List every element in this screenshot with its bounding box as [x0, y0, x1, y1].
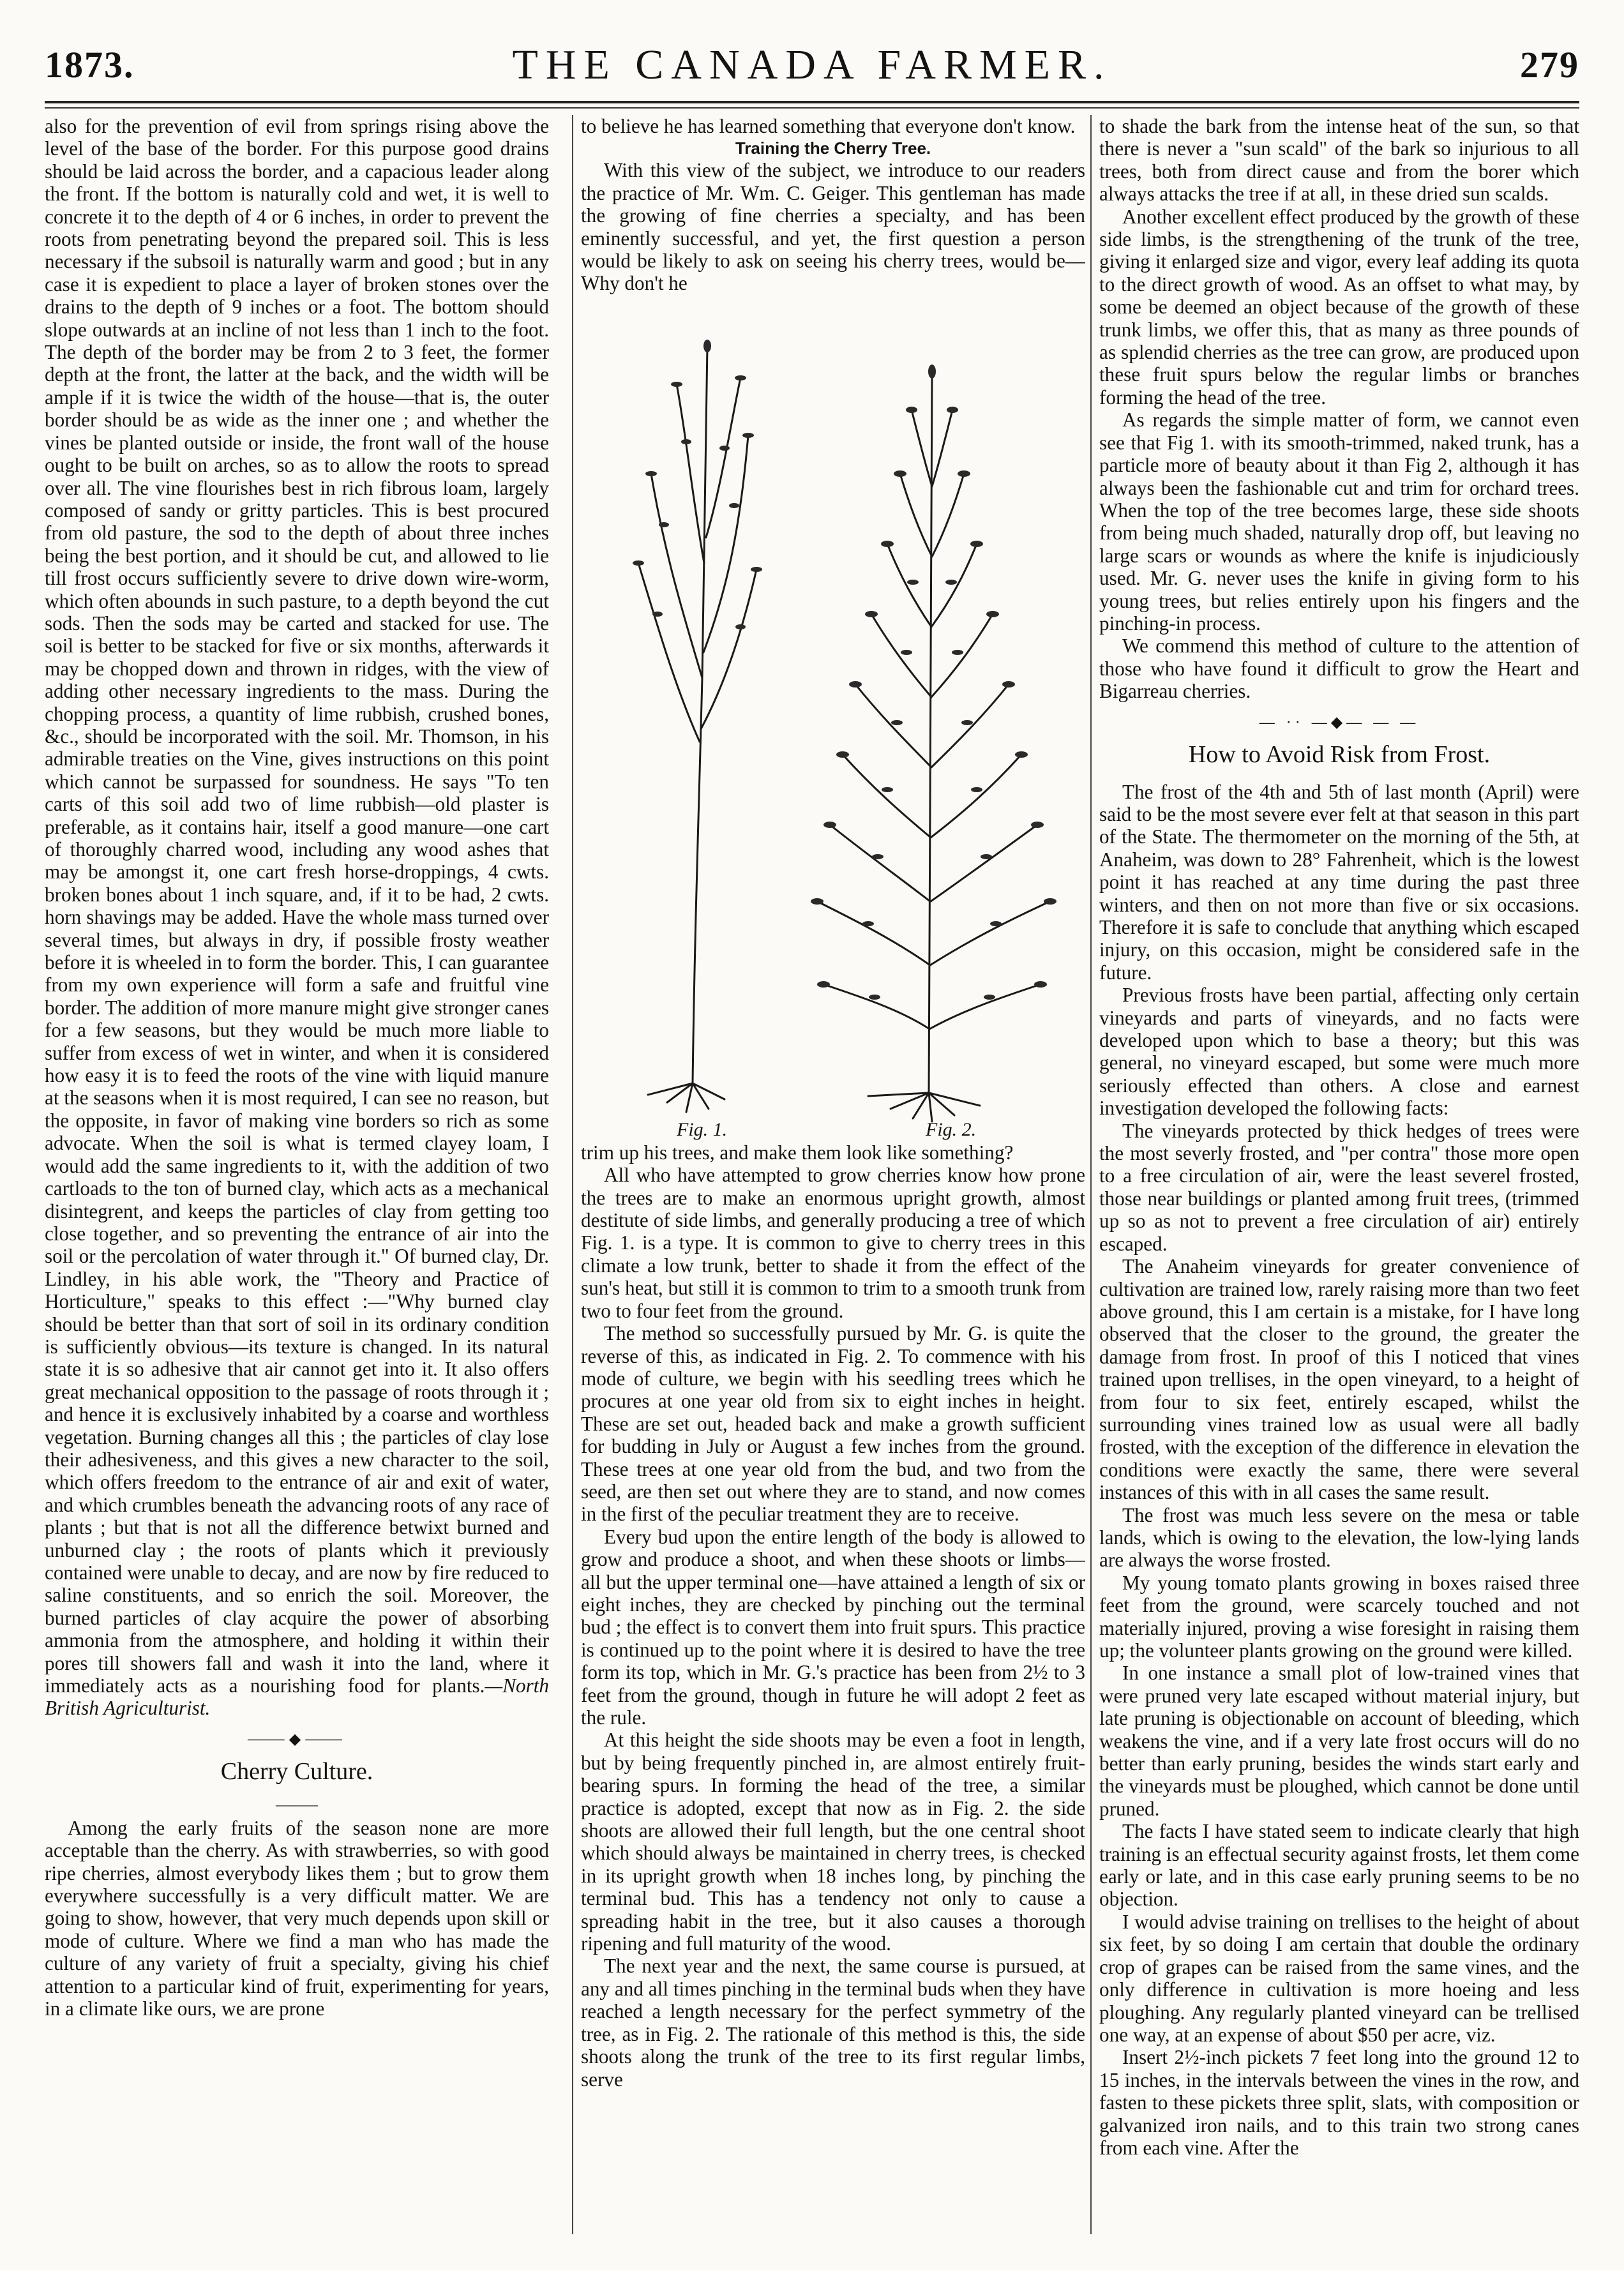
article-paragraph: My young tomato plants growing in boxes raised three feet from the ground, were scarcely touched and not materially injured, proving a wise foresight in raising them up; the volunteer plants growing on the ground were killed.	[1099, 1571, 1579, 1662]
article-paragraph: We commend this method of culture to the attention of those who have found it difficult to grow the Heart and Bigarreau cherries.	[1099, 635, 1579, 703]
article-paragraph: to shade the bark from the intense heat of the sun, so that there is never a "sun scald" of the bark so injurious to all trees, both from direct cause and from the borer which always attacks the tree if at all, in these dried sun scalds.	[1099, 115, 1579, 206]
article-paragraph: Another excellent effect produced by the growth of these side limbs, is the strengthening of the trunk of the tree, giving it enlarged size and vigor, every leaf adding its quota to the direct growth of wood. As an offset to what may, by some be deemed an object because of the growth of these trunk limbs, we offer this, that as many as three pounds of as splendid cherries as the tree can grow, are produced upon these fruit spurs below the regular limbs or branches forming the head of the tree.	[1099, 205, 1579, 409]
article-paragraph: Previous frosts have been partial, affecting only certain vineyards and parts of vineyards, and no facts were developed upon which to base a theory; but this was general, no vineyard escaped, but some were much more seriously effected than others. A close and earnest investigation developed the following facts:	[1099, 984, 1579, 1120]
section-divider: ⸻◆⸻	[246, 1731, 347, 1748]
heading-avoid-frost: How to Avoid Risk from Frost.	[1188, 740, 1491, 768]
article-paragraph: The vineyards protected by thick hedges of trees were the most severly frosted, and "per contra" those more open to a free circulation of air, were the least severel frosted, those near buildings or planted among fruit trees, (trimmed up so as not to prevent a free circulation of air) entirely escaped.	[1099, 1119, 1579, 1255]
masthead	[45, 37, 1579, 103]
article-paragraph: The next year and the next, the same course is pursued, at any and all times pinching in the terminal buds when they have reached a length necessary for the perfect symmetry of the tree, as in Fig. 2. The rationale of this method is this, the side shoots along the trunk of the tree to its first regular limbs, serve	[581, 1955, 1085, 2091]
article-paragraph: The Anaheim vineyards for greater convenience of cultivation are trained low, rarely raising more than two feet above ground, this I am certain is a mistake, for I have long observed that the closer to the ground, the greater the damage from frost. In proof of this I noticed that vines trained upon trellises, in the open vineyard, to a height of from four to six feet, entirely escaped, whilst the surrounding vines trained low as usual were all badly frosted, with the exception of the difference in elevation the conditions were exactly the same, there were several instances of this with in all cases the same result.	[1099, 1255, 1579, 1504]
heading-training-cherry-tree: Training the Cherry Tree.	[735, 139, 931, 158]
article-paragraph: Every bud upon the entire length of the body is allowed to grow and produce a shoot, and when these shoots or limbs—all but the upper terminal one—have attained a length of six or eight inches, they are checked by pinching out the terminal bud ; the effect is to convert them into fruit spurs. This practice is continued up to the point where it is desired to have the tree form its top, which in Mr. G.'s practice has been from 2½ to 3 feet from the ground, though in future he will adopt 2 feet as the rule.	[581, 1525, 1085, 1729]
article-paragraph: also for the prevention of evil from springs rising above the level of the base of the border. For this purpose good drains should be laid across the border, and a capacious leader along the front. If the bottom is naturally cold and wet, it is well to concrete it to the depth of 4 or 6 inches, in order to prevent the roots from penetrating beyond the prepared soil. This is less necessary if the subsoil is naturally warm and good ; but in any case it is expedient to place a layer of broken stones over the drains to the depth of 9 inches or a foot. The bottom should slope outwards at an incline of not less than 1 inch to the foot. The depth of the border may be from 2 to 3 feet, the former depth at the front, the latter at the back, and the width will be ample if it is twice the width of the house—that is, the outer border should be as wide as the inner one ; and whether the vines be planted outside or inside, the front wall of the house ought to be built on arches, so as to allow the roots to spread over all. The vine flourishes best in rich fibrous loam, largely composed of sandy or gritty particles. This is best procured from old pasture, the sod to the depth of about three inches being the best portion, and it should be cut, and allowed to lie till frost occurs sufficiently severe to drive down wire-worm, which often abounds in such pasture, to a depth beyond the cut sods. Then the sods may be carted and stacked for use. The soil is better to be stacked for five or six months, afterwards it may be chopped down and thrown in ridges, with the view of adding other necessary ingredients to the mass. During the chopping process, a quantity of lime rubbish, crushed bones, &c., should be incorporated with the soil. Mr. Thomson, in his admirable treaties on the Vine, gives instructions on this point which cannot be surpassed for soundness. He says "To ten carts of this soil add two of lime rubbish—old plaster is preferable, as it contains hair, itself a good manure—one cart of thoroughly charred wood, including any wood ashes that may be amongst it, one cart fresh horse-droppings, 4 cwts. broken bones about 1 inch square, and, if it to be had, 2 cwts. horn shavings may be added. Have the whole mass turned over several times, but always in dry, if possible frosty weather before it is wheeled in to form the border. This, I can guarantee from my own experience will form a safe and fruitful vine border. The addition of more manure might give stronger canes for a few seasons, but they would be much more liable to suffer from excess of wet in winter, and when it is considered how easy it is to feed the roots of the vine with liquid manure at the seasons when it is most required, I can see no reason, but the opposite, in favor of making vine borders so rich as some advocate. When the soil is what is termed clayey loam, I would add the same ingredients to it, with the addition of two cartloads to the ton of burned clay, which acts as a mechanical disintegrent, and keeps the particles of clay from getting too close together, and so preventing the entrance of air into the soil or the percolation of water through it." Of burned clay, Dr. Lindley, in his able work, the "Theory and Practice of Horticulture," speaks to this effect :—"Why burned clay should be better than that sort of soil in its ordinary condition is sufficiently obvious—its texture is changed. In its natural state it is so adhesive that air cannot get into it. It also offers great mechanical opposition to the passage of roots through it ; and hence it is exclusively inhabited by a coarse and worthless vegetation. Burning changes all this ; the particles of clay lose their adhesiveness, and this gives a new character to the soil, which offers freedom to the entrance of air and exit of water, and which crumbles beneath the advancing roots of any race of plants ; but that is not all the difference betwixt burned and unburned clay ; the roots of plants which it previously contained were unable to decay, and are now by fire reduced to saline constituents, and so enrich the soil. Moreover, the burned particles of clay acquire the power of absorbing ammonia from the atmosphere, and holding it within their pores till showers fall and wash it into the land, where it immediately acts as a nourishing food for plants.—North British Agriculturist.	[45, 115, 549, 1720]
article-paragraph: At this height the side shoots may be even a foot in length, but by being frequently pinched in, are almost entirely fruit-bearing spurs. In forming the head of the tree, a similar practice is adopted, except that now as in Fig. 2. the side shoots are allowed their full length, but the one central shoot which should always be maintained in cherry trees, is checked in its upright growth when 18 inches long, by pinching the terminal bud. This has a tendency not only to cause a spreading habit in the tree, but it also causes a thorough ripening and full maturity of the wood.	[581, 1729, 1085, 1955]
masthead-year: 1873.	[45, 44, 135, 86]
column-rule	[572, 115, 573, 2234]
article-paragraph: With this view of the subject, we introduce to our readers the practice of Mr. Wm. C. Geiger. This gentleman has made the growing of fine cherries a specialty, and has been eminently successful, and yet, the first question a person would be likely to ask on seeing his cherry trees, would be—Why don't he	[581, 159, 1085, 295]
column-2	[581, 115, 1085, 2234]
column-rule	[1090, 115, 1092, 2234]
article-paragraph: The method so successfully pursued by Mr. G. is quite the reverse of this, as indicated in Fig. 2. To commence with his mode of culture, we begin with his seedling trees which he procures at one year old from six to eight inches in height. These are set out, headed back and make a growth sufficient for budding in July or August a few inches from the ground. These trees at one year old from the bud, and two from the seed, are then set out where they are to stand, and now comes in the first of the peculiar treatment they are to receive.	[581, 1322, 1085, 1526]
article-paragraph: I would advise training on trellises to the height of about six feet, by so doing I am certain that double the ordinary crop of grapes can be raised from the same vines, and the only difference in cultivation is more hoeing and less ploughing. Any regularly planted vineyard can be trellised one way, at an expense of about $50 per acre, viz.	[1099, 1910, 1579, 2046]
article-paragraph: The facts I have stated seem to indicate clearly that high training is an effectual security against frosts, let them come early or late, and in this case early pruning seems to be no objection.	[1099, 1820, 1579, 1911]
cherry-tree-drawing	[581, 295, 1085, 1138]
article-paragraph: In one instance a small plot of low-trained vines that were pruned very late escaped without material injury, but late pruning is objectionable on account of bleeding, which weakens the vine, and if a very late frost occurs will do no better than early pruning, besides the winds start early and the vineyards must be ploughed, which cannot be done until pruned.	[1099, 1662, 1579, 1820]
article-paragraph: trim up his trees, and make them look like something?	[581, 1141, 1014, 1164]
article-paragraph: Insert 2½-inch pickets 7 feet long into the ground 12 to 15 inches, in the intervals between the vines in the row, and fasten to these pickets three split, slats, with composition or galvanized iron nails, and to this train two strong canes from each vine. After the	[1099, 2046, 1579, 2159]
article-paragraph: The frost of the 4th and 5th of last month (April) were said to be the most severe ever felt at that season in this part of the State. The thermometer on the morning of the 5th, at Anaheim, was down to 28° Fahrenheit, which is the lowest point it has reached at any time during the past three winters, and then on not more than five or six occasions. Therefore it is safe to conclude that anything which escaped injury, on this occasion, might be considered safe in the future.	[1099, 780, 1579, 984]
heading-cherry-culture: Cherry Culture.	[220, 1757, 373, 1785]
masthead-rule	[45, 107, 1579, 109]
short-rule: ———	[276, 1796, 318, 1812]
article-paragraph: The frost was much less severe on the mesa or table lands, which is owing to the elevation, the low-lying lands are always the worse frosted.	[1099, 1503, 1579, 1572]
masthead-title: THE CANADA FARMER.	[512, 41, 1112, 88]
article-signature: —North British Agriculturist.	[45, 1674, 549, 1720]
fig1-caption: Fig. 1.	[677, 1118, 728, 1140]
cherry-tree-illustration	[581, 295, 1085, 1138]
article-paragraph: to believe he has learned something that everyone don't know.	[581, 115, 1076, 137]
column-1	[45, 115, 549, 2234]
fig2-caption: Fig. 2.	[926, 1118, 977, 1140]
section-divider: — ·· —◆— — —	[1259, 714, 1420, 731]
page-number: 279	[1520, 44, 1579, 86]
article-paragraph: Among the early fruits of the season none are more acceptable than the cherry. As with strawberries, so with good ripe cherries, almost everybody likes them ; but to grow them everywhere successfully is a very difficult matter. We are going to show, however, that very much depends upon skill or mode of culture. Where we find a man who has made the culture of any variety of fruit a specialty, giving his chief attention to a particular kind of fruit, experimenting for years, in a climate like ours, we are prone	[45, 1816, 549, 2020]
article-paragraph: All who have attempted to grow cherries know how prone the trees are to make an enormous upright growth, almost destitute of side limbs, and generally producing a tree of which Fig. 1. is a type. It is common to give to cherry trees in this climate a low trunk, better to shade it from the effect of the sun's heat, but still it is common to trim to a smooth trunk from two to four feet from the ground.	[581, 1164, 1085, 1322]
article-paragraph: As regards the simple matter of form, we cannot even see that Fig 1. with its smooth-trimmed, naked trunk, has a particle more of beauty about it than Fig 2, although it has always been the fashionable cut and trim for orchard trees. When the top of the tree becomes large, these side shoots from being much shaded, naturally drop off, but leaving no large scars or wounds as where the knife is injudiciously used. Mr. G. never uses the knife in giving form to his young trees, but relies entirely upon his fingers and the pinching-in process.	[1099, 409, 1579, 635]
column-3	[1099, 115, 1579, 2234]
